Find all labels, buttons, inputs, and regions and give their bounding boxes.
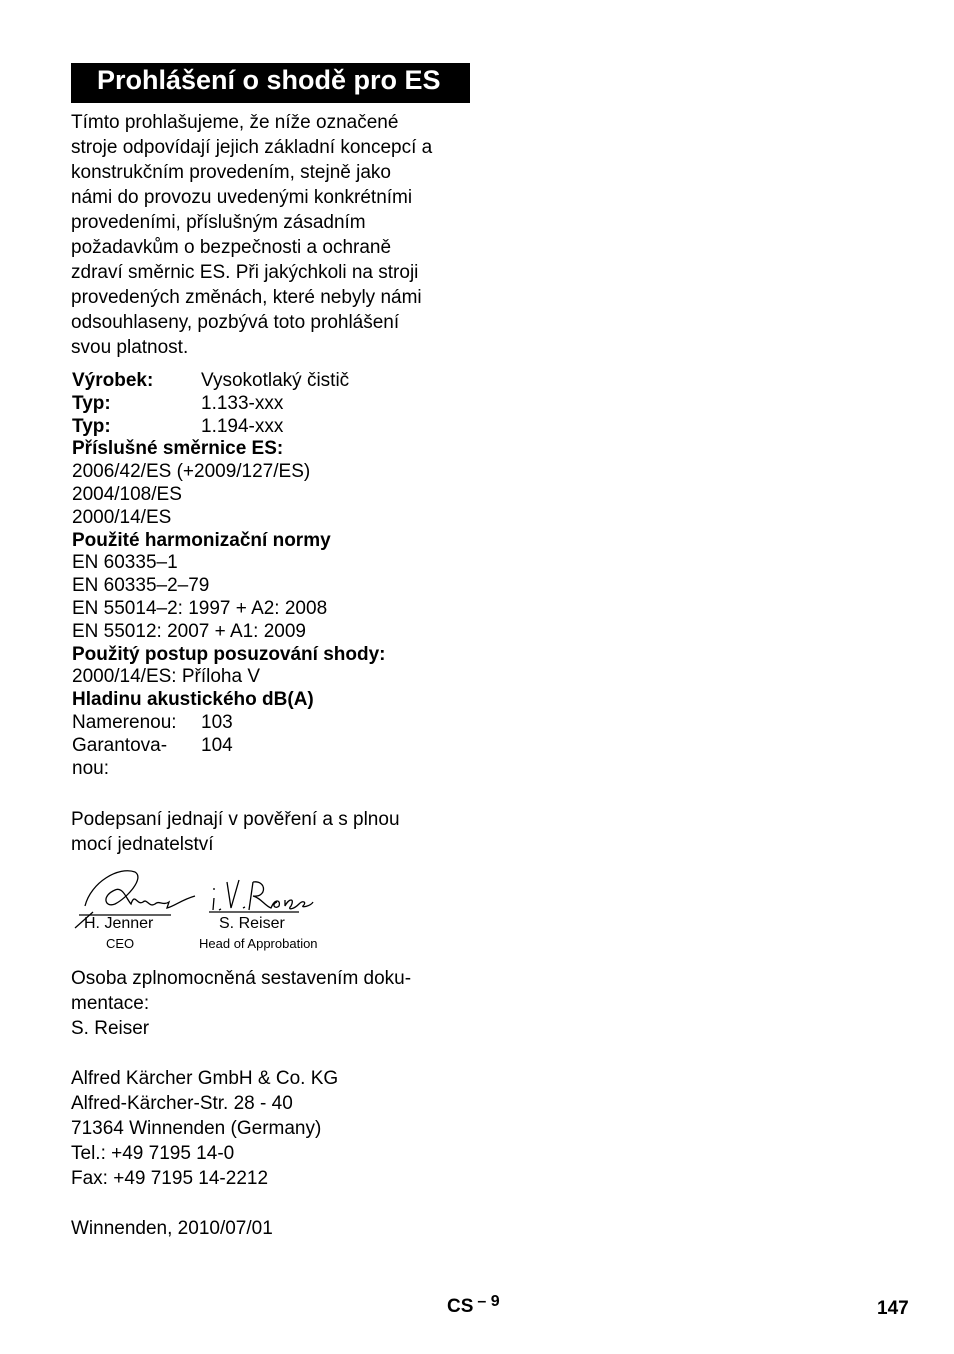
intro-line: požadavkům o bezpečnosti a ochraně — [71, 237, 392, 258]
intro-line: provedených změnách, které nebyly námi — [71, 287, 422, 308]
signatory-left-role: CEO — [106, 936, 135, 951]
signatory-right-role: Head of Approbation — [199, 936, 318, 951]
signatories-line: Podepsaní jednají v pověření a s plnou — [71, 809, 400, 830]
footer-section-number: – 9 — [477, 1293, 500, 1310]
intro-line: námi do provozu uvedenými konkrétními — [71, 187, 413, 208]
documentation-line: Osoba zplnomocněná sestavením doku- — [71, 968, 412, 989]
address-line: Tel.: +49 7195 14-0 — [71, 1143, 235, 1164]
intro-line: Tímto prohlašujeme, že níže označené — [71, 112, 399, 133]
measured-label: Namerenou: — [72, 711, 177, 733]
signatories-line: mocí jednatelství — [71, 834, 214, 855]
intro-line: stroje odpovídají jejich základní koncepcí a — [71, 137, 433, 158]
intro-line: konstrukčním provedením, stejně jako — [71, 162, 391, 183]
norm-item: EN 60335–1 — [72, 552, 178, 574]
type-row — [72, 416, 386, 439]
guaranteed-value: 104 — [201, 734, 233, 756]
address-line: 71364 Winnenden (Germany) — [71, 1118, 322, 1139]
section-title-bar — [71, 63, 470, 103]
documentation-block — [71, 966, 411, 1041]
procedure-value: 2000/14/ES: Příloha V — [72, 666, 261, 688]
product-value: Vysokotlaký čistič — [201, 370, 350, 391]
place-date: Winnenden, 2010/07/01 — [71, 1218, 273, 1239]
footer-section — [447, 1293, 500, 1318]
directive-item: 2000/14/ES — [72, 506, 172, 528]
signatory-right-name: S. Reiser — [219, 915, 285, 932]
type-value: 1.194-xxx — [201, 415, 284, 437]
norm-item: EN 55014–2: 1997 + A2: 2008 — [72, 597, 328, 619]
guaranteed-row — [72, 735, 386, 758]
type-value: 1.133-xxx — [201, 392, 284, 414]
type-label: Typ: — [72, 392, 111, 414]
address-line: Alfred-Kärcher-Str. 28 - 40 — [71, 1093, 293, 1114]
intro-paragraph — [71, 110, 432, 360]
address-line: Alfred Kärcher GmbH & Co. KG — [71, 1068, 339, 1089]
product-label: Výrobek: — [72, 370, 154, 391]
page-number: 147 — [877, 1298, 909, 1319]
measured-row — [72, 712, 386, 735]
directive-item: 2006/42/ES (+2009/127/ES) — [72, 461, 311, 483]
norm-item: EN 60335–2–79 — [72, 575, 210, 597]
address-line: Fax: +49 7195 14-2212 — [71, 1168, 269, 1189]
footer-lang: CS — [447, 1296, 474, 1317]
noise-heading: Hladinu akustického dB(A) — [72, 689, 314, 711]
norm-item: EN 55012: 2007 + A1: 2009 — [72, 620, 307, 642]
directive-item: 2004/108/ES — [72, 483, 182, 505]
type-row — [72, 393, 386, 416]
guaranteed-label-cont: nou: — [72, 757, 109, 779]
intro-line: svou platnost. — [71, 337, 189, 358]
address-block — [71, 1066, 338, 1191]
signatories-intro — [71, 807, 400, 857]
signature-area — [71, 862, 341, 957]
norms-heading: Použité harmonizační normy — [72, 529, 331, 551]
intro-line: zdraví směrnic ES. Při jakýchkoli na stroji — [71, 262, 419, 283]
guaranteed-label: Garantova- — [72, 734, 168, 756]
measured-value: 103 — [201, 711, 233, 733]
page-title: Prohlášení o shodě pro ES — [97, 65, 441, 95]
documentation-line: mentace: — [71, 993, 150, 1014]
intro-line: provedeními, příslušným zásadním — [71, 212, 366, 233]
documentation-line: S. Reiser — [71, 1018, 150, 1039]
type-label: Typ: — [72, 415, 111, 437]
signatory-left-name: H. Jenner — [84, 915, 154, 932]
intro-line: odsouhlaseny, pozbývá toto prohlášení — [71, 312, 400, 333]
spec-block — [72, 370, 386, 780]
product-row — [72, 370, 386, 393]
procedure-heading: Použitý postup posuzování shody: — [72, 643, 386, 665]
directives-heading: Příslušné směrnice ES: — [72, 438, 284, 460]
